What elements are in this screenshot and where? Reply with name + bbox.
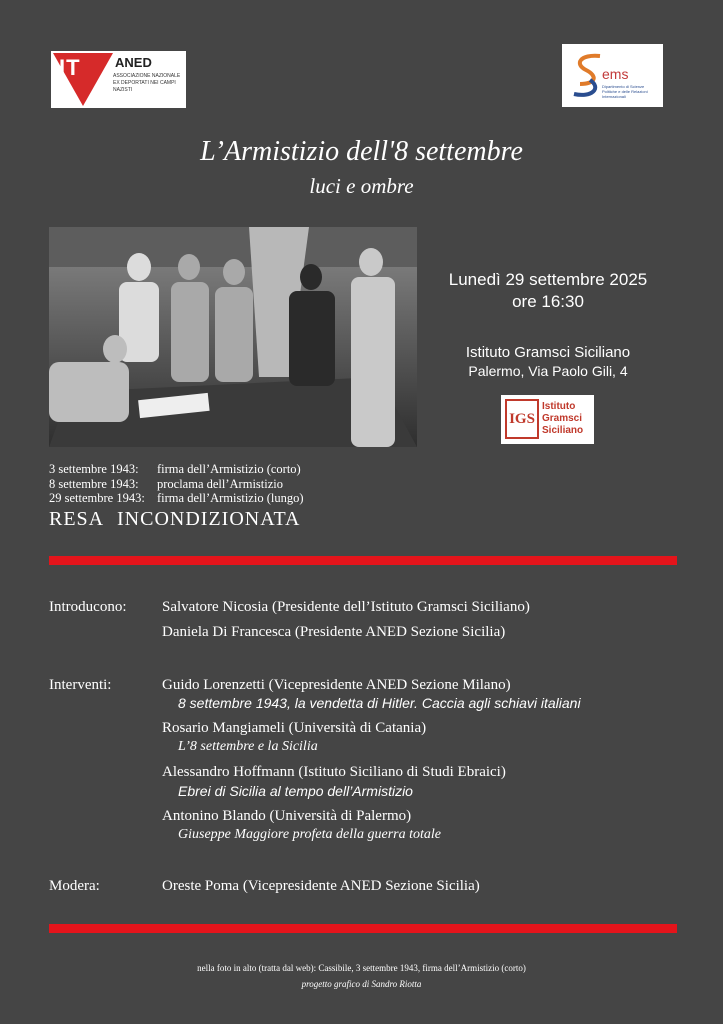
historic-photo — [49, 227, 417, 447]
igs-logo-text — [542, 401, 583, 437]
igs-logo-line: Istituto — [542, 401, 576, 412]
timeline-item — [49, 491, 304, 506]
aned-logo-name: ANED — [115, 55, 152, 70]
red-divider — [49, 924, 677, 933]
talk-topic: L’8 settembre e la Sicilia — [178, 739, 318, 754]
aned-logo-mark: IT — [59, 55, 81, 80]
timeline-date: 29 settembre 1943: — [49, 491, 145, 505]
timeline-event: firma dell’Armistizio (corto) — [157, 462, 301, 476]
intro-label: Introducono: — [49, 599, 127, 615]
dems-swirl-icon — [570, 50, 606, 100]
timeline-date: 8 settembre 1943: — [49, 477, 139, 491]
event-address: Palermo, Via Paolo Gili, 4 — [468, 363, 628, 379]
intro-speaker: Salvatore Nicosia (Presidente dell’Istituto Gramsci Siciliano) — [162, 599, 530, 615]
talk-topic: Giuseppe Maggiore profeta della guerra totale — [178, 827, 441, 842]
page-subtitle: luci e ombre — [309, 174, 414, 198]
event-venue: Istituto Gramsci Siciliano — [465, 344, 631, 361]
igs-logo-mark: IGS — [505, 399, 539, 439]
aned-logo-subtitle: ASSOCIAZIONE NAZIONALE EX DEPORTATI NEI CAMPI NAZISTI — [113, 73, 181, 93]
aned-logo — [51, 51, 186, 108]
talk-speaker: Rosario Mangiameli (Università di Catania) — [162, 720, 427, 736]
design-credit: progetto grafico di Sandro Riotta — [301, 979, 422, 989]
talk-topic: 8 settembre 1943, la vendetta di Hitler. Caccia agli schiavi italiani — [178, 695, 581, 711]
event-date: Lunedì 29 settembre 2025 — [448, 270, 648, 289]
dems-logo-name: ems — [602, 66, 629, 82]
igs-logo — [501, 395, 594, 444]
talks-label: Interventi: — [49, 677, 112, 693]
igs-logo-line: Siciliano — [542, 425, 584, 436]
moderator-label: Modera: — [49, 878, 100, 894]
moderator-name: Oreste Poma (Vicepresidente ANED Sezione Sicilia) — [162, 878, 480, 894]
dems-logo-subtitle: Dipartimento di Scienze Politiche e delle Relazioni Internazionali — [602, 84, 648, 99]
event-time: ore 16:30 — [512, 292, 584, 311]
intro-speaker: Daniela Di Francesca (Presidente ANED Sezione Sicilia) — [162, 624, 506, 640]
dems-logo — [562, 44, 663, 107]
photo-caption: nella foto in alto (tratta dal web): Cassibile, 3 settembre 1943, firma dell’Armistizio (corto) — [197, 963, 526, 973]
timeline-event: proclama dell’Armistizio — [157, 477, 284, 491]
igs-logo-line: Gramsci — [542, 413, 583, 424]
talk-speaker: Alessandro Hoffmann (Istituto Siciliano di Studi Ebraici) — [162, 764, 506, 780]
red-divider — [49, 556, 677, 565]
page-title: L’Armistizio dell'8 settembre — [200, 136, 523, 167]
talk-speaker: Guido Lorenzetti (Vicepresidente ANED Sezione Milano) — [162, 677, 511, 693]
timeline-item — [49, 477, 283, 492]
timeline-item — [49, 462, 301, 477]
timeline-date: 3 settembre 1943: — [49, 462, 139, 476]
resa-heading: RESA INCONDIZIONATA — [49, 508, 301, 530]
timeline-event: firma dell’Armistizio (lungo) — [157, 491, 304, 505]
talk-speaker: Antonino Blando (Università di Palermo) — [162, 808, 412, 824]
talk-topic: Ebrei di Sicilia al tempo dell’Armistizio — [178, 783, 413, 799]
